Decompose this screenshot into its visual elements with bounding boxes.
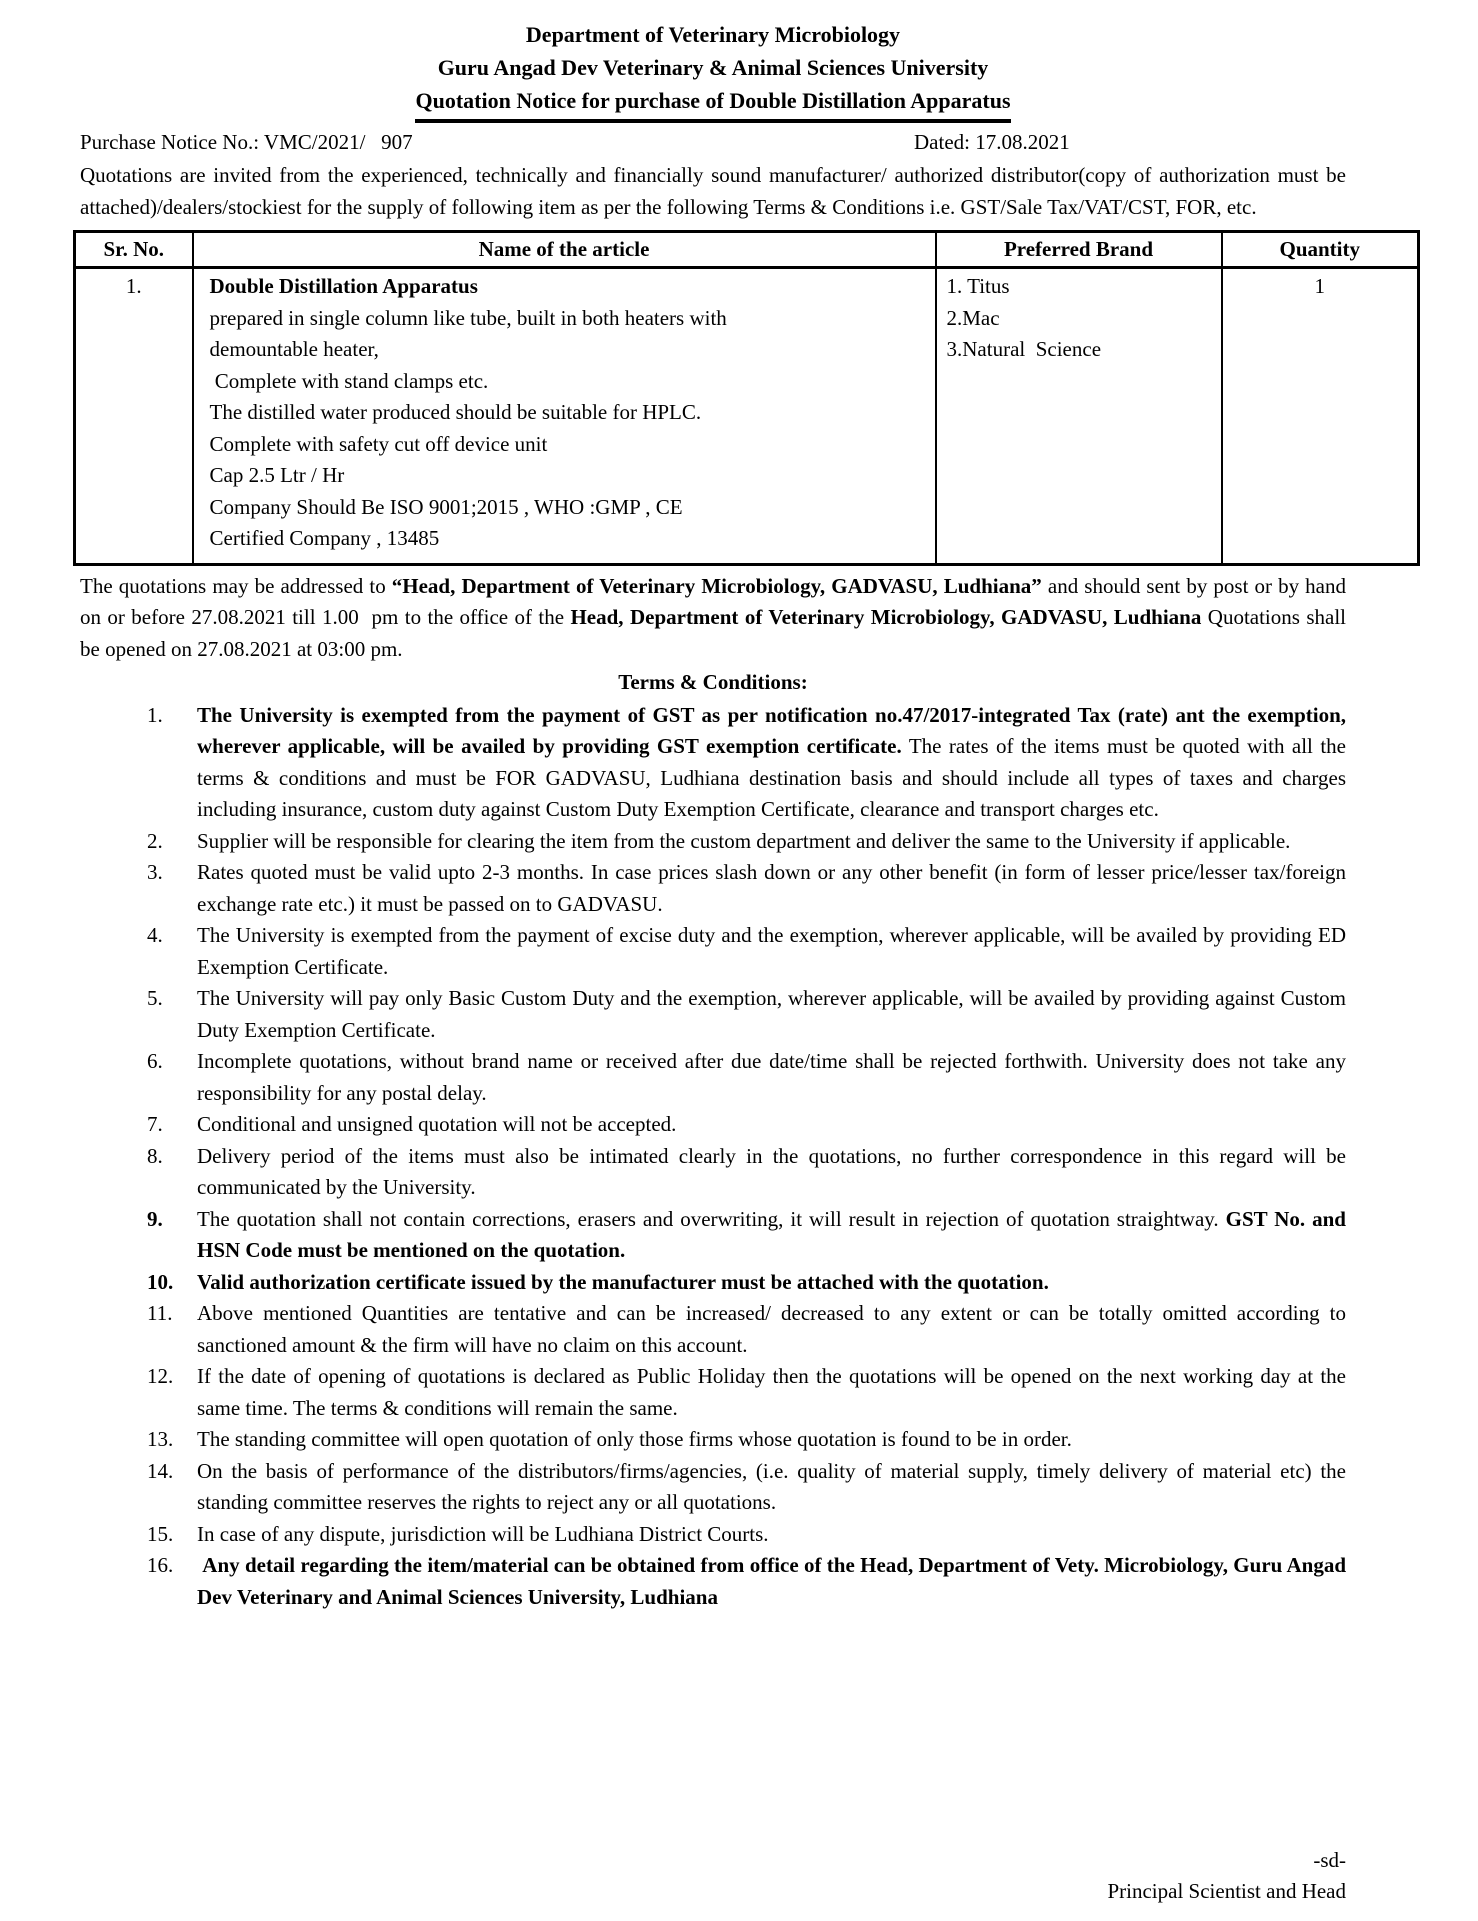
term-item [80,1519,1346,1551]
signature-title: Principal Scientist and Head [1107,1879,1346,1903]
bold-text-segment: Head, Department of Veterinary Microbiology, GADVASU, Ludhiana [570,605,1202,629]
term-number: 11. [147,1301,173,1325]
term-text [197,1424,1346,1456]
term-text [197,700,1346,826]
text-segment: Conditional and unsigned quotation will not be accepted. [197,1112,677,1136]
table-row [75,268,1419,565]
bold-text-segment: “Head, Department of Veterinary Microbiology, GADVASU, Ludhiana” [391,573,1042,598]
term-item [80,857,1346,920]
term-text [197,1109,1346,1141]
term-item [80,1109,1346,1141]
text-segment: Quotations shall be opened on 27.08.2021 at 03:00 pm. [80,605,1347,661]
sr-no-cell: 1. [75,268,193,565]
term-text [197,1046,1346,1109]
article-line: prepared in single column like tube, built in both heaters with [209,305,727,330]
intro-paragraph: Quotations are invited from the experienced, technically and financially sound manufacturer/ authorized distributor(copy of authorization must be attached)/dealers/stockiest for the supply of following item as per the following Terms & Conditions i.e. GST/Sale Tax/VAT/CST, FOR, etc. [80,163,1346,219]
brand-line: 3.Natural Science [946,337,1102,361]
article-description [210,303,927,555]
article-line: The distilled water produced should be suitable for HPLC. [209,400,702,424]
bold-text-segment: Valid authorization certificate issued by the manufacturer must be attached with the quotation. [197,1269,1049,1294]
term-number: 2. [147,828,163,853]
brand-cell [936,268,1222,565]
term-item [80,826,1346,858]
article-line: Complete with stand clamps etc. [209,368,489,393]
term-number: 4. [147,923,163,947]
page-title-university: Guru Angad Dev Veterinary & Animal Sciences University [437,55,989,80]
page-title-department: Department of Veterinary Microbiology [525,22,901,47]
term-item [80,1141,1346,1204]
text-segment: Rates quoted must be valid upto 2-3 months. In case prices slash down or any other benefit (in form of lesser price/lesser tax/foreign exchange rate etc.) it must be passed on to GADVASU. [197,860,1346,916]
term-text [197,1519,1346,1551]
page-title-notice [80,84,1346,123]
purchase-notice-number: Purchase Notice No.: VMC/2021/ 907 [80,130,413,154]
term-number: 5. [147,986,163,1010]
term-item [80,1424,1346,1456]
bold-text-segment: Any detail regarding the item/material can be obtained from office of the Head, Department of Vety. Microbiology, Guru Angad Dev Veterinary and Animal Sciences University, Ludhiana [197,1553,1346,1609]
term-number: 15. [147,1521,174,1546]
article-cell [193,268,936,565]
bold-text-segment: GST No. and HSN Code must be mentioned on the quotation. [197,1206,1346,1262]
brand-line: 1. Titus [946,274,1010,298]
term-text [197,983,1346,1046]
term-number: 16. [147,1553,174,1577]
text-segment: Above mentioned Quantities are tentative and can be increased/ decreased to any extent or can be totally omitted according to sanctioned amount & the firm will have no claim on this account. [197,1301,1346,1357]
term-item [80,1267,1346,1299]
term-text [197,920,1346,983]
term-item [80,1456,1346,1519]
text-segment: The standing committee will open quotation of only those firms whose quotation is found to be in order. [197,1427,1072,1451]
term-text [197,1550,1346,1613]
quotation-table [73,230,1420,566]
term-item [80,920,1346,983]
term-text [197,857,1346,920]
article-line: Company Should Be ISO 9001;2015 , WHO :GMP , CE [209,494,683,519]
column-header-quantity: Quantity [1222,232,1419,268]
term-item [80,1204,1346,1267]
dated-label: Dated: 17.08.2021 [914,130,1070,154]
terms-heading: Terms & Conditions: [618,670,808,694]
text-segment: and should sent by post or by hand on or before 27.08.2021 till 1.00 pm to the office of the [80,573,1346,629]
text-segment: The quotation shall not contain corrections, erasers and overwriting, it will result in rejection of quotation straightway. [197,1206,1226,1231]
term-item [80,983,1346,1046]
article-line: Cap 2.5 Ltr / Hr [209,463,345,487]
text-segment: On the basis of performance of the distributors/firms/agencies, (i.e. quality of material supply, timely delivery of material etc) the standing committee reserves the rights to reject any or all quotations. [197,1458,1346,1514]
term-number: 14. [147,1458,174,1483]
column-header-article: Name of the article [193,232,936,268]
term-item [80,1298,1346,1361]
term-number: 7. [147,1112,163,1136]
table-header-row [75,232,1419,268]
terms-list [80,700,1346,1614]
text-segment: The University is exempted from the payment of excise duty and the exemption, wherever applicable, will be availed by providing ED Exemption Certificate. [197,923,1346,979]
quantity-cell: 1 [1222,268,1419,565]
term-number: 10. [147,1269,174,1294]
brand-line: 2.Mac [946,305,1000,330]
column-header-sr-no: Sr. No. [75,232,193,268]
term-number: 9. [147,1206,163,1231]
article-title: Double Distillation Apparatus [209,274,478,298]
text-segment: In case of any dispute, jurisdiction will be Ludhiana District Courts. [197,1521,769,1546]
term-number: 13. [147,1427,174,1451]
term-text [197,1267,1346,1299]
term-number: 3. [147,860,163,884]
term-item [80,1361,1346,1424]
term-number: 6. [147,1049,163,1073]
term-text [197,826,1346,858]
term-item [80,1550,1346,1613]
term-text [197,1456,1346,1519]
notice-title-text: Quotation Notice for purchase of Double Distillation Apparatus [415,84,1010,123]
address-paragraph [80,571,1346,666]
text-segment: The quotations may be addressed to [80,573,392,598]
article-line: Certified Company , 13485 [209,526,440,550]
term-text [197,1361,1346,1424]
text-segment: The University will pay only Basic Custom Duty and the exemption, wherever applicable, will be availed by providing against Custom Duty Exemption Certificate. [197,986,1346,1042]
bold-text-segment: The University is exempted from the payment of GST as per notification no.47/2017-integrated Tax (rate) ant the exemption, wherever applicable, will be availed by providing GST exemption certificate. [197,702,1346,758]
term-number: 1. [147,702,163,727]
column-header-brand: Preferred Brand [936,232,1222,268]
article-line: demountable heater, [209,337,379,361]
text-segment: The rates of the items must be quoted with all the terms & conditions and must be FOR GADVASU, Ludhiana destination basis and should include all types of taxes and charges including insurance, custom duty against Custom Duty Exemption Certificate, clearance and transport charges etc. [197,734,1346,821]
term-number: 8. [147,1143,163,1168]
term-number: 12. [147,1364,174,1388]
text-segment: Delivery period of the items must also be intimated clearly in the quotations, no further correspondence in this regard will be communicated by the University. [197,1143,1346,1199]
text-segment: Incomplete quotations, without brand name or received after due date/time shall be rejected forthwith. University does not take any responsibility for any postal delay. [197,1049,1346,1105]
article-line: Complete with safety cut off device unit [209,431,548,456]
brand-list [947,271,1217,366]
purchase-notice-line [80,127,1346,158]
term-item [80,1046,1346,1109]
signature-sd: -sd- [1313,1848,1346,1872]
term-text [197,1204,1346,1267]
text-segment: If the date of opening of quotations is declared as Public Holiday then the quotations will be opened on the next working day at the same time. The terms & conditions will remain the same. [197,1364,1346,1420]
term-item [80,700,1346,826]
signature-block [1107,1845,1346,1907]
term-text [197,1298,1346,1361]
term-text [197,1141,1346,1204]
text-segment: Supplier will be responsible for clearing the item from the custom department and deliver the same to the University if applicable. [197,828,1291,853]
